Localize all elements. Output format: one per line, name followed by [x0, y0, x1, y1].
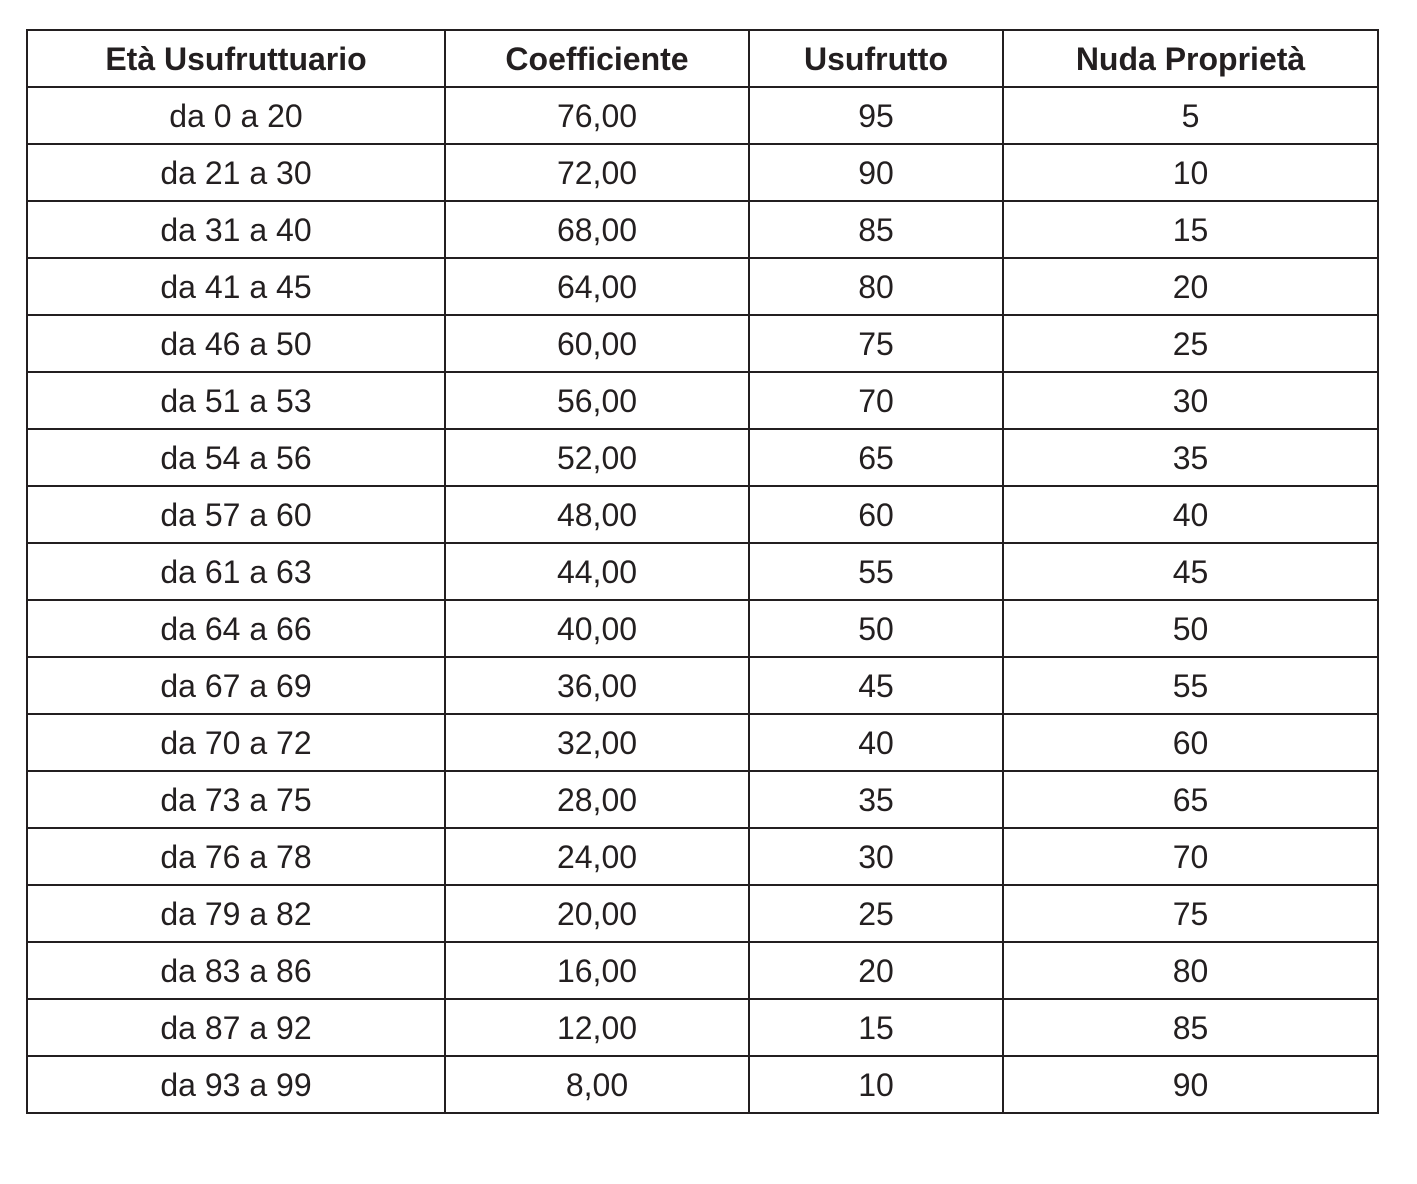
cell-eta: da 70 a 72 — [27, 714, 445, 771]
cell-eta: da 79 a 82 — [27, 885, 445, 942]
cell-coefficiente: 60,00 — [445, 315, 749, 372]
cell-coefficiente: 16,00 — [445, 942, 749, 999]
cell-nuda-proprieta: 50 — [1003, 600, 1378, 657]
cell-coefficiente: 68,00 — [445, 201, 749, 258]
cell-usufrutto: 70 — [749, 372, 1003, 429]
cell-nuda-proprieta: 35 — [1003, 429, 1378, 486]
header-eta-usufruttuario: Età Usufruttuario — [27, 30, 445, 87]
cell-coefficiente: 8,00 — [445, 1056, 749, 1113]
cell-eta: da 46 a 50 — [27, 315, 445, 372]
cell-eta: da 64 a 66 — [27, 600, 445, 657]
cell-coefficiente: 28,00 — [445, 771, 749, 828]
cell-nuda-proprieta: 40 — [1003, 486, 1378, 543]
cell-coefficiente: 76,00 — [445, 87, 749, 144]
header-row — [27, 30, 1378, 87]
table-row — [27, 429, 1378, 486]
cell-nuda-proprieta: 75 — [1003, 885, 1378, 942]
header-coefficiente: Coefficiente — [445, 30, 749, 87]
cell-usufrutto: 45 — [749, 657, 1003, 714]
cell-eta: da 67 a 69 — [27, 657, 445, 714]
table-row — [27, 201, 1378, 258]
cell-nuda-proprieta: 70 — [1003, 828, 1378, 885]
cell-usufrutto: 25 — [749, 885, 1003, 942]
usufrutto-table — [26, 29, 1379, 1114]
table-row — [27, 657, 1378, 714]
table-body — [27, 87, 1378, 1113]
table-row — [27, 600, 1378, 657]
cell-eta: da 87 a 92 — [27, 999, 445, 1056]
cell-coefficiente: 20,00 — [445, 885, 749, 942]
cell-coefficiente: 32,00 — [445, 714, 749, 771]
cell-nuda-proprieta: 55 — [1003, 657, 1378, 714]
cell-usufrutto: 65 — [749, 429, 1003, 486]
cell-usufrutto: 15 — [749, 999, 1003, 1056]
cell-coefficiente: 56,00 — [445, 372, 749, 429]
cell-usufrutto: 20 — [749, 942, 1003, 999]
table-row — [27, 942, 1378, 999]
cell-eta: da 93 a 99 — [27, 1056, 445, 1113]
cell-eta: da 61 a 63 — [27, 543, 445, 600]
cell-eta: da 31 a 40 — [27, 201, 445, 258]
cell-coefficiente: 72,00 — [445, 144, 749, 201]
header-nuda-proprieta: Nuda Proprietà — [1003, 30, 1378, 87]
cell-eta: da 57 a 60 — [27, 486, 445, 543]
cell-usufrutto: 55 — [749, 543, 1003, 600]
cell-coefficiente: 40,00 — [445, 600, 749, 657]
cell-nuda-proprieta: 80 — [1003, 942, 1378, 999]
cell-coefficiente: 48,00 — [445, 486, 749, 543]
cell-nuda-proprieta: 25 — [1003, 315, 1378, 372]
table-row — [27, 315, 1378, 372]
table-row — [27, 828, 1378, 885]
cell-nuda-proprieta: 10 — [1003, 144, 1378, 201]
cell-coefficiente: 24,00 — [445, 828, 749, 885]
cell-usufrutto: 40 — [749, 714, 1003, 771]
cell-usufrutto: 90 — [749, 144, 1003, 201]
table-row — [27, 87, 1378, 144]
cell-nuda-proprieta: 5 — [1003, 87, 1378, 144]
cell-nuda-proprieta: 90 — [1003, 1056, 1378, 1113]
table-row — [27, 543, 1378, 600]
cell-coefficiente: 36,00 — [445, 657, 749, 714]
table-row — [27, 144, 1378, 201]
cell-nuda-proprieta: 60 — [1003, 714, 1378, 771]
table-row — [27, 1056, 1378, 1113]
cell-eta: da 83 a 86 — [27, 942, 445, 999]
cell-usufrutto: 80 — [749, 258, 1003, 315]
cell-eta: da 21 a 30 — [27, 144, 445, 201]
table-row — [27, 258, 1378, 315]
cell-coefficiente: 52,00 — [445, 429, 749, 486]
cell-nuda-proprieta: 65 — [1003, 771, 1378, 828]
cell-usufrutto: 10 — [749, 1056, 1003, 1113]
cell-nuda-proprieta: 20 — [1003, 258, 1378, 315]
cell-eta: da 0 a 20 — [27, 87, 445, 144]
cell-eta: da 76 a 78 — [27, 828, 445, 885]
cell-eta: da 54 a 56 — [27, 429, 445, 486]
cell-usufrutto: 35 — [749, 771, 1003, 828]
table-row — [27, 885, 1378, 942]
cell-usufrutto: 30 — [749, 828, 1003, 885]
cell-usufrutto: 85 — [749, 201, 1003, 258]
table-row — [27, 771, 1378, 828]
cell-nuda-proprieta: 15 — [1003, 201, 1378, 258]
cell-usufrutto: 95 — [749, 87, 1003, 144]
header-usufrutto: Usufrutto — [749, 30, 1003, 87]
cell-nuda-proprieta: 30 — [1003, 372, 1378, 429]
cell-usufrutto: 60 — [749, 486, 1003, 543]
cell-coefficiente: 44,00 — [445, 543, 749, 600]
table-header — [27, 30, 1378, 87]
cell-eta: da 51 a 53 — [27, 372, 445, 429]
table-row — [27, 999, 1378, 1056]
table-row — [27, 486, 1378, 543]
table-row — [27, 372, 1378, 429]
cell-nuda-proprieta: 45 — [1003, 543, 1378, 600]
cell-eta: da 41 a 45 — [27, 258, 445, 315]
table-row — [27, 714, 1378, 771]
cell-nuda-proprieta: 85 — [1003, 999, 1378, 1056]
cell-usufrutto: 75 — [749, 315, 1003, 372]
cell-coefficiente: 64,00 — [445, 258, 749, 315]
cell-eta: da 73 a 75 — [27, 771, 445, 828]
cell-usufrutto: 50 — [749, 600, 1003, 657]
cell-coefficiente: 12,00 — [445, 999, 749, 1056]
